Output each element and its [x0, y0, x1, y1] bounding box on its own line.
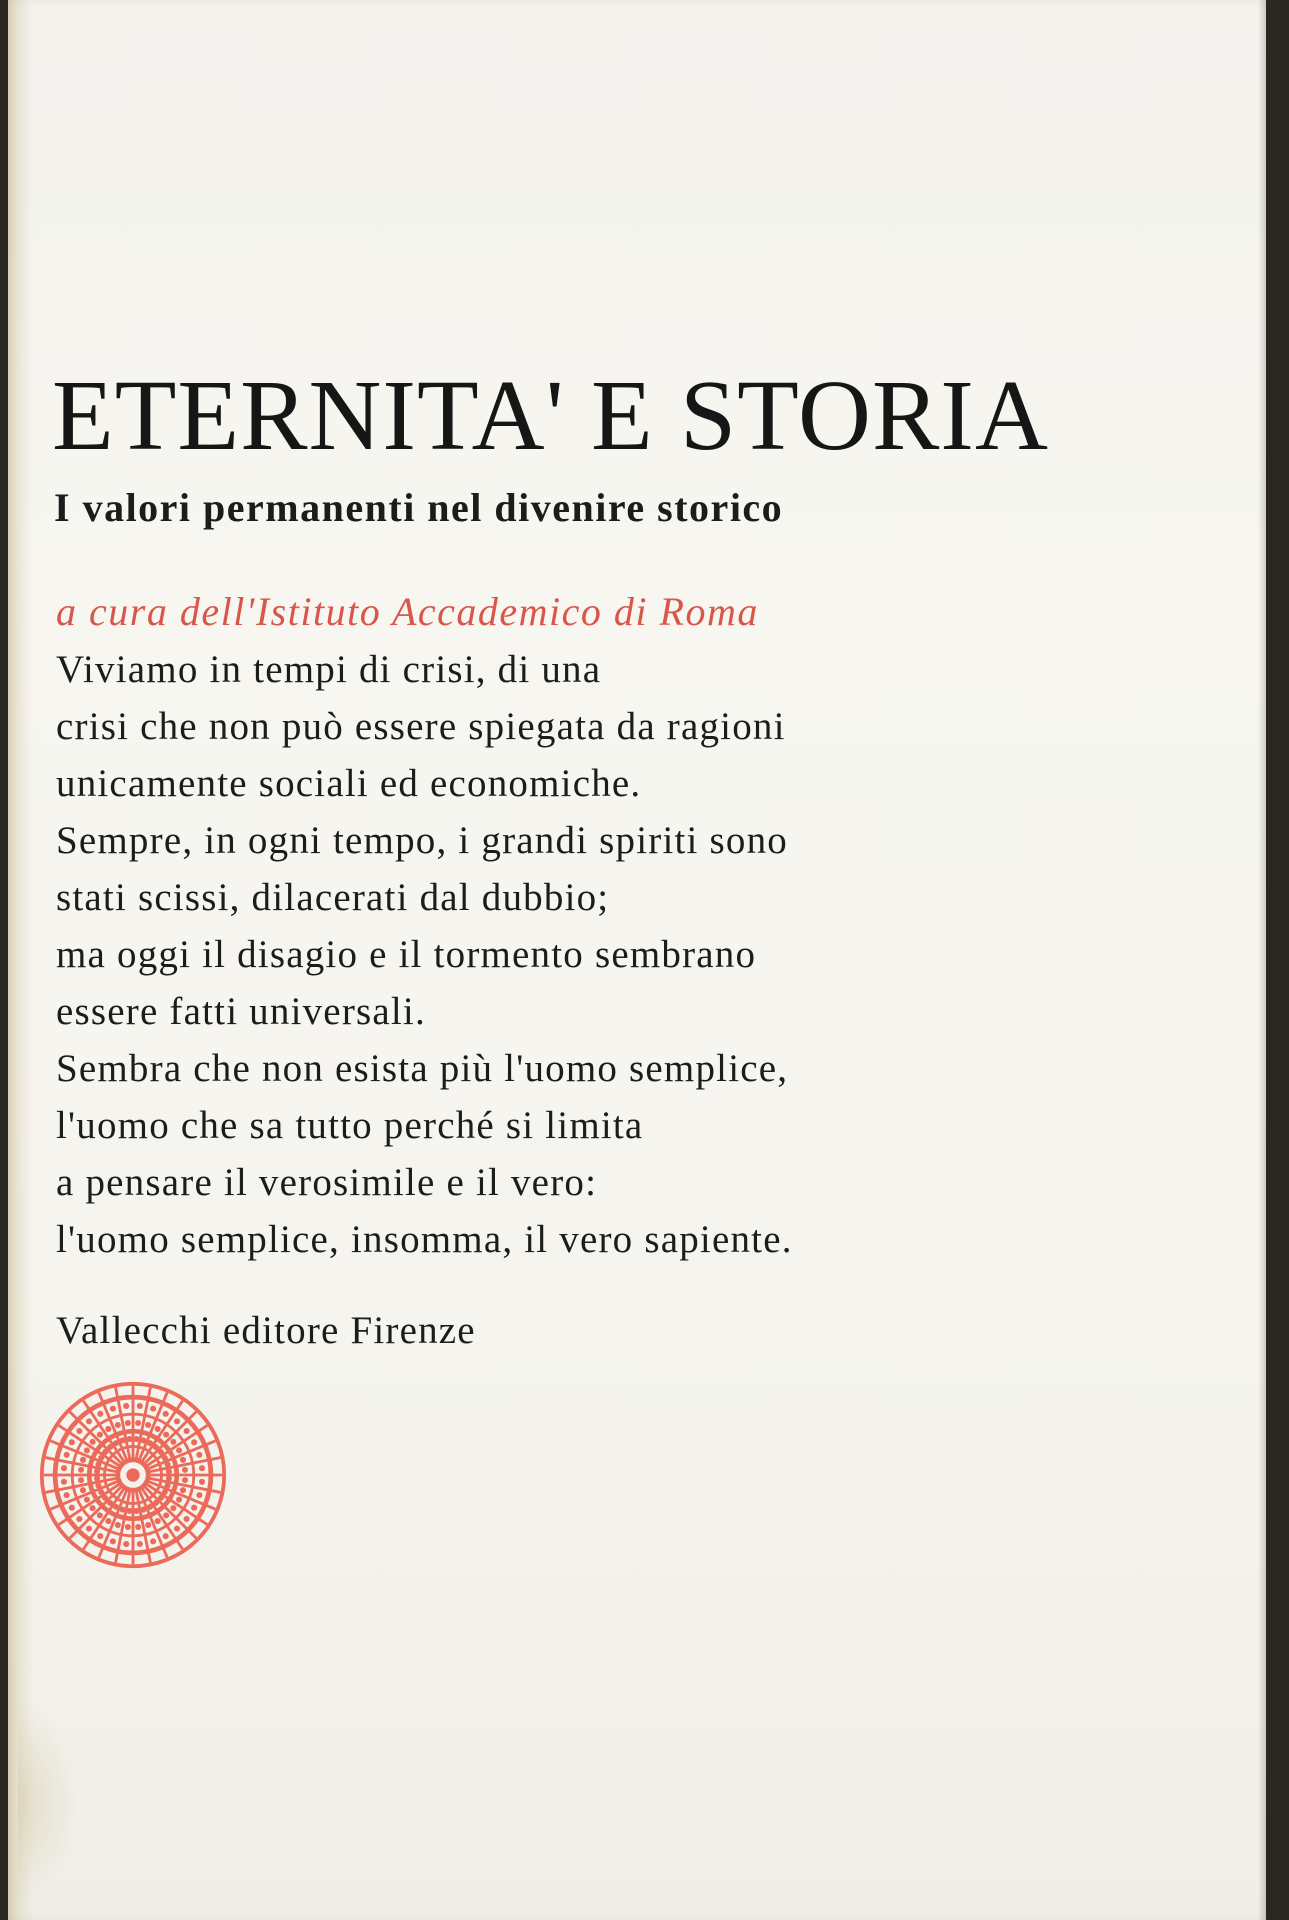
book-cover: [8, 0, 1266, 1920]
paper-stain: [18, 1700, 78, 1900]
editor-credit: a cura dell'Istituto Accademico di Roma: [56, 589, 759, 634]
blurb-line: l'uomo semplice, insomma, il vero sapiente.: [56, 1218, 793, 1261]
spine-edge: [8, 0, 34, 1920]
blurb-line: stati scissi, dilacerati dal dubbio;: [56, 876, 610, 919]
blurb-line: Viviamo in tempi di crisi, di una: [56, 648, 602, 691]
blurb-line: Sempre, in ogni tempo, i grandi spiriti sono: [56, 819, 788, 862]
blurb-line: Sembra che non esista più l'uomo semplice,: [56, 1047, 789, 1090]
blurb-line: a pensare il verosimile e il vero:: [56, 1161, 598, 1204]
blurb-line: ma oggi il disagio e il tormento sembrano: [56, 933, 757, 976]
blurb-line: essere fatti universali.: [56, 990, 426, 1033]
cover-blurb: [56, 641, 793, 1268]
publisher-name: Vallecchi editore Firenze: [56, 1309, 476, 1352]
book-title: ETERNITA' E STORIA: [52, 359, 1049, 471]
blurb-line: unicamente sociali ed economiche.: [56, 762, 642, 805]
blurb-line: crisi che non può essere spiegata da ragioni: [56, 705, 786, 748]
blurb-line: l'uomo che sa tutto perché si limita: [56, 1104, 644, 1147]
rosette-emblem-icon: [38, 1380, 228, 1570]
book-subtitle: I valori permanenti nel divenire storico: [54, 485, 784, 530]
page-edge: [1258, 0, 1266, 1920]
